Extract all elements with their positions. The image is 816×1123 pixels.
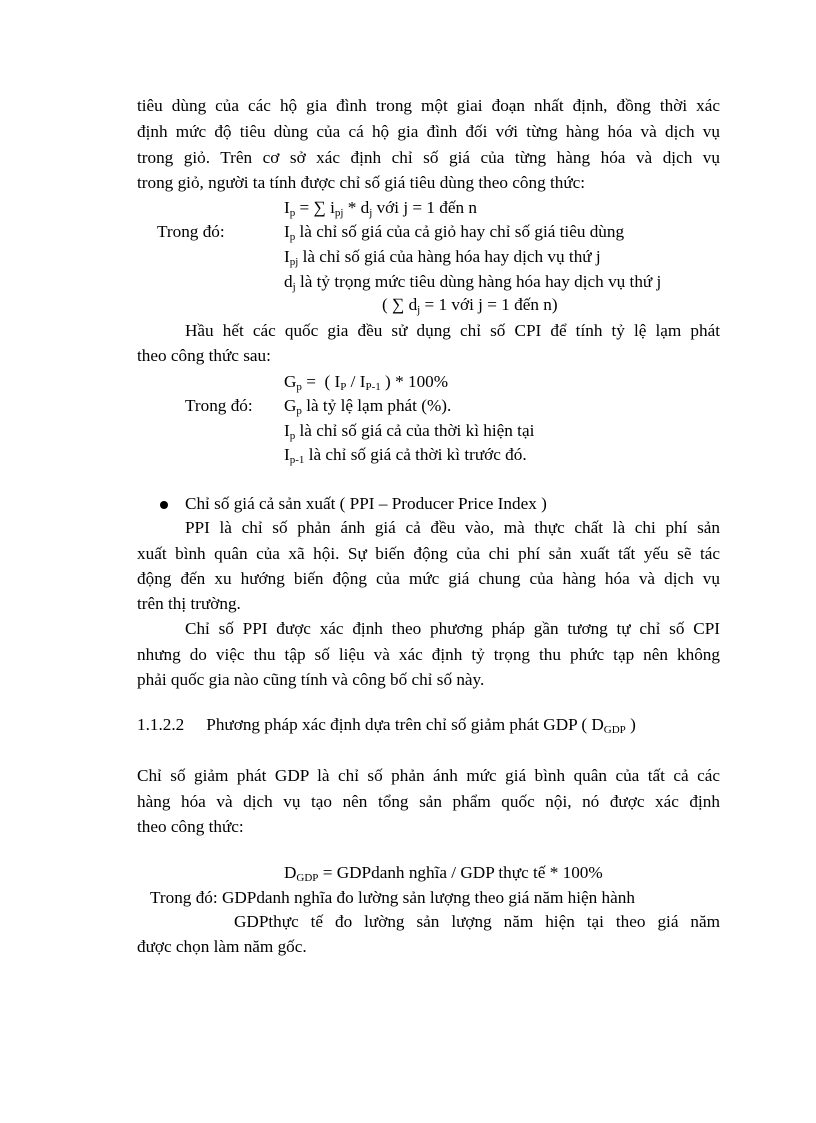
definition-line: GDPthực tế đo lường sản lượng năm hiện tại theo giá năm	[234, 912, 720, 931]
text-line: trên thị trường.	[137, 594, 241, 613]
definition-line: được chọn làm năm gốc.	[137, 937, 307, 956]
bullet-icon	[160, 501, 168, 509]
bullet-heading: Chỉ số giá cả sản xuất ( PPI – Producer Price Index )	[185, 494, 547, 513]
formula-gdp-deflator: $D_{GDP}$ = GDPdanh nghĩa / GDP thực tế * 100%	[284, 863, 603, 884]
text-line: Hầu hết các quốc gia đều sử dụng chỉ số CPI để tính tỷ lệ lạm phát	[185, 321, 720, 340]
where-label: Trong đó:	[185, 396, 253, 415]
text-line: tiêu dùng của các hộ gia đình trong một giai đoạn nhất định, đồng thời xác	[137, 96, 720, 115]
definition-line: $I_p$ là chỉ số giá cả của thời kì hiện tại	[284, 421, 535, 442]
where-label: Trong đó:	[157, 222, 225, 241]
text-line: xuất bình quân của xã hội. Sự biến động của chi phí sản xuất tất yếu sẽ tác	[137, 544, 720, 563]
text-line: phải quốc gia nào cũng tính và công bố chỉ số này.	[137, 670, 485, 689]
text-line: theo công thức sau:	[137, 346, 271, 365]
section-heading: 1.1.2.2 Phương pháp xác định dựa trên chỉ số giảm phát GDP ( $D_{GDP}$ )	[137, 715, 636, 736]
text-line: Chỉ số PPI được xác định theo phương pháp gần tương tự chỉ số CPI	[185, 619, 720, 638]
text-line: PPI là chỉ số phản ánh giá cả đều vào, mà thực chất là chi phí sản	[185, 518, 720, 537]
text-line: động đến xu hướng biến động của mức giá chung của hàng hóa và dịch vụ	[137, 569, 720, 588]
text-line: Chỉ số giảm phát GDP là chỉ số phản ánh mức giá bình quân của tất cả các	[137, 766, 720, 785]
constraint-line: ( ∑ $d_j = 1$ với j = 1 đến n)	[382, 295, 558, 316]
formula-cpi: $I_p$ = ∑ $i_{pj} * d_j$ với j = 1 đến n	[284, 198, 477, 219]
formula-inflation: $G_p$ = ( $I_P / I_{P-1}$ ) * 100%	[284, 372, 449, 393]
text-line: trong giỏ. Trên cơ sở xác định chỉ số giá của từng hàng hóa và dịch vụ	[137, 148, 720, 167]
text-line: nhưng do việc thu tập số liệu và xác định tỷ trọng thu phức tạp nên không	[137, 645, 720, 664]
text-line: trong giỏ, người ta tính được chỉ số giá tiêu dùng theo công thức:	[137, 173, 586, 192]
definition-line: $I_p$ là chỉ số giá của cả giỏ hay chỉ số giá tiêu dùng	[284, 222, 625, 243]
definition-line: Trong đó: GDPdanh nghĩa đo lường sản lượng theo giá năm hiện hành	[150, 888, 635, 907]
text-line: định mức độ tiêu dùng của cá hộ gia đình đối với từng hàng hóa và dịch vụ	[137, 122, 720, 141]
definition-line: $G_p$ là tỷ lệ lạm phát (%).	[284, 396, 452, 417]
text-line: hàng hóa và dịch vụ tạo nên tổng sản phẩm quốc nội, nó được xác định	[137, 792, 720, 811]
definition-line: $I_{pj}$ là chỉ số giá của hàng hóa hay dịch vụ thứ j	[284, 247, 601, 268]
definition-line: $d_j$ là tỷ trọng mức tiêu dùng hàng hóa hay dịch vụ thứ j	[284, 272, 662, 293]
text-line: theo công thức:	[137, 817, 244, 836]
definition-line: $I_{p-1}$ là chỉ số giá cả thời kì trước đó.	[284, 445, 527, 466]
